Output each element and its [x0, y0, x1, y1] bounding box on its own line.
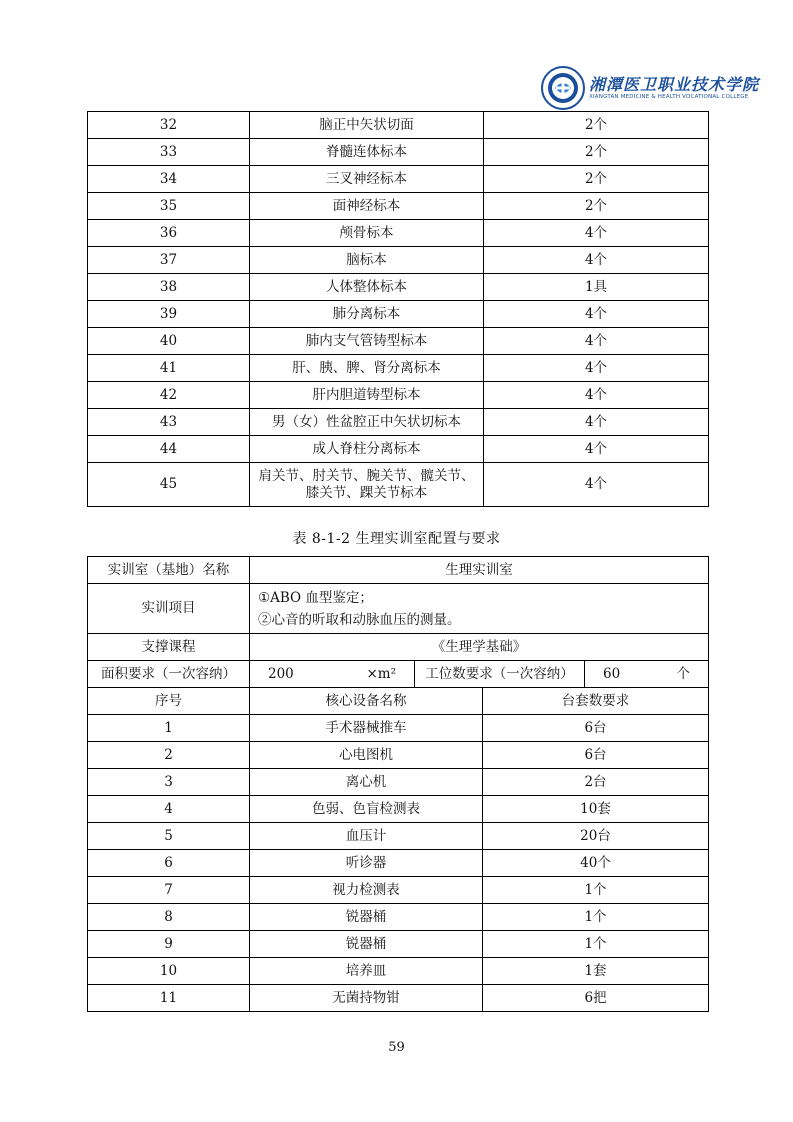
equipment-name: 锐器桶: [250, 931, 483, 958]
project-value: [250, 584, 709, 634]
college-emblem-icon: [541, 66, 585, 110]
col-header-qty: 台套数要求: [483, 688, 709, 715]
specimen-name: 面神经标本: [250, 193, 484, 220]
station-value: 60: [603, 665, 621, 682]
equipment-quantity: 2台: [483, 769, 709, 796]
specimen-quantity: 4个: [484, 409, 709, 436]
equipment-name: 色弱、色盲检测表: [250, 796, 483, 823]
specimen-name: [250, 463, 484, 507]
physiology-lab-table: [87, 556, 709, 1012]
row-number: 39: [88, 301, 250, 328]
equipment-quantity: 1个: [483, 877, 709, 904]
area-value: 200: [268, 665, 294, 682]
project-item-1: ①ABO 血型鉴定；: [258, 589, 373, 606]
row-number: 7: [88, 877, 250, 904]
project-item-2: ②心音的听取和动脉血压的测量。: [258, 611, 461, 628]
col-header-name: 核心设备名称: [250, 688, 483, 715]
row-number: 43: [88, 409, 250, 436]
equipment-quantity: 10套: [483, 796, 709, 823]
table-row: [88, 220, 709, 247]
course-label: 支撑课程: [88, 634, 250, 661]
row-number: 34: [88, 166, 250, 193]
specimen-quantity: 2个: [484, 166, 709, 193]
table-row: [88, 139, 709, 166]
area-row: [88, 661, 709, 688]
row-number: 3: [88, 769, 250, 796]
row-number: 40: [88, 328, 250, 355]
area-value-cell: [250, 661, 415, 688]
equipment-name: 视力检测表: [250, 877, 483, 904]
specimen-quantity: 1具: [484, 274, 709, 301]
row-number: 32: [88, 112, 250, 139]
room-label: 实训室（基地）名称: [88, 557, 250, 584]
specimen-name-line: 肩关节、肘关节、腕关节、髋关节、: [258, 467, 475, 484]
table-row: [88, 112, 709, 139]
row-number: 44: [88, 436, 250, 463]
project-label: 实训项目: [88, 584, 250, 634]
equipment-quantity: 6把: [483, 985, 709, 1012]
area-unit: ×m²: [366, 665, 396, 682]
table-row: [88, 985, 709, 1012]
equipment-quantity: 1个: [483, 904, 709, 931]
project-row: [88, 584, 709, 634]
specimen-name-line: 膝关节、踝关节标本: [305, 484, 428, 501]
specimen-name: 肺内支气管铸型标本: [250, 328, 484, 355]
area-label: 面积要求（一次容纳）: [88, 661, 250, 688]
row-number: 42: [88, 382, 250, 409]
equipment-quantity: 1套: [483, 958, 709, 985]
room-row: [88, 557, 709, 584]
specimen-name: 颅骨标本: [250, 220, 484, 247]
table-row: [88, 796, 709, 823]
equipment-quantity: 6台: [483, 715, 709, 742]
station-unit: 个: [676, 665, 691, 682]
table-row: [88, 247, 709, 274]
room-value: 生理实训室: [250, 557, 709, 584]
table-row: [88, 715, 709, 742]
row-number: 37: [88, 247, 250, 274]
row-number: 9: [88, 931, 250, 958]
course-row: [88, 634, 709, 661]
specimen-name: 脑标本: [250, 247, 484, 274]
equipment-name: 锐器桶: [250, 904, 483, 931]
table-row: [88, 436, 709, 463]
table-row: [88, 409, 709, 436]
specimen-table: [87, 111, 709, 507]
table-row: [88, 931, 709, 958]
equipment-header-row: [88, 688, 709, 715]
logo-text: 湘潭医卫职业技术学院: [589, 75, 760, 94]
table-row: [88, 463, 709, 507]
specimen-name: 肝、胰、脾、肾分离标本: [250, 355, 484, 382]
equipment-quantity: 6台: [483, 742, 709, 769]
equipment-quantity: 20台: [483, 823, 709, 850]
table-row: [88, 769, 709, 796]
row-number: 11: [88, 985, 250, 1012]
row-number: 35: [88, 193, 250, 220]
table-row: [88, 193, 709, 220]
table-row: [88, 274, 709, 301]
row-number: 10: [88, 958, 250, 985]
specimen-name: 肝内胆道铸型标本: [250, 382, 484, 409]
table-row: [88, 355, 709, 382]
col-header-no: 序号: [88, 688, 250, 715]
row-number: 4: [88, 796, 250, 823]
course-value: 《生理学基础》: [250, 634, 709, 661]
table-row: [88, 382, 709, 409]
equipment-name: 听诊器: [250, 850, 483, 877]
table-row: [88, 166, 709, 193]
table-row: [88, 328, 709, 355]
station-value-cell: [585, 661, 709, 688]
equipment-name: 培养皿: [250, 958, 483, 985]
college-logo: [541, 66, 760, 110]
specimen-name: 肺分离标本: [250, 301, 484, 328]
row-number: 36: [88, 220, 250, 247]
table-row: [88, 823, 709, 850]
row-number: 8: [88, 904, 250, 931]
specimen-quantity: 2个: [484, 193, 709, 220]
table-row: [88, 742, 709, 769]
specimen-quantity: 4个: [484, 436, 709, 463]
row-number: 45: [88, 463, 250, 507]
logo-subtitle: XIANGTAN MEDICINE & HEALTH VOCATIONAL COLLEGE: [589, 94, 749, 100]
row-number: 33: [88, 139, 250, 166]
specimen-quantity: 4个: [484, 247, 709, 274]
equipment-quantity: 1个: [483, 931, 709, 958]
specimen-name: 人体整体标本: [250, 274, 484, 301]
specimen-quantity: 2个: [484, 139, 709, 166]
row-number: 38: [88, 274, 250, 301]
row-number: 41: [88, 355, 250, 382]
equipment-name: 血压计: [250, 823, 483, 850]
row-number: 5: [88, 823, 250, 850]
station-label: 工位数要求（一次容纳）: [415, 661, 585, 688]
equipment-name: 离心机: [250, 769, 483, 796]
equipment-name: 心电图机: [250, 742, 483, 769]
specimen-quantity: 4个: [484, 220, 709, 247]
table-row: [88, 301, 709, 328]
specimen-quantity: 4个: [484, 355, 709, 382]
table-row: [88, 877, 709, 904]
specimen-quantity: 4个: [484, 382, 709, 409]
table-row: [88, 850, 709, 877]
equipment-name: 手术器械推车: [250, 715, 483, 742]
row-number: 1: [88, 715, 250, 742]
specimen-name: 脊髓连体标本: [250, 139, 484, 166]
specimen-name: 男（女）性盆腔正中矢状切标本: [250, 409, 484, 436]
specimen-name: 成人脊柱分离标本: [250, 436, 484, 463]
specimen-quantity: 2个: [484, 112, 709, 139]
specimen-quantity: 4个: [484, 463, 709, 507]
specimen-quantity: 4个: [484, 328, 709, 355]
specimen-name: 三叉神经标本: [250, 166, 484, 193]
table-row: [88, 958, 709, 985]
specimen-quantity: 4个: [484, 301, 709, 328]
table-caption: 表 8-1-2 生理实训室配置与要求: [292, 531, 501, 547]
table-row: [88, 904, 709, 931]
page-number: 59: [388, 1040, 405, 1055]
row-number: 2: [88, 742, 250, 769]
equipment-quantity: 40个: [483, 850, 709, 877]
specimen-name: 脑正中矢状切面: [250, 112, 484, 139]
row-number: 6: [88, 850, 250, 877]
equipment-name: 无菌持物钳: [250, 985, 483, 1012]
